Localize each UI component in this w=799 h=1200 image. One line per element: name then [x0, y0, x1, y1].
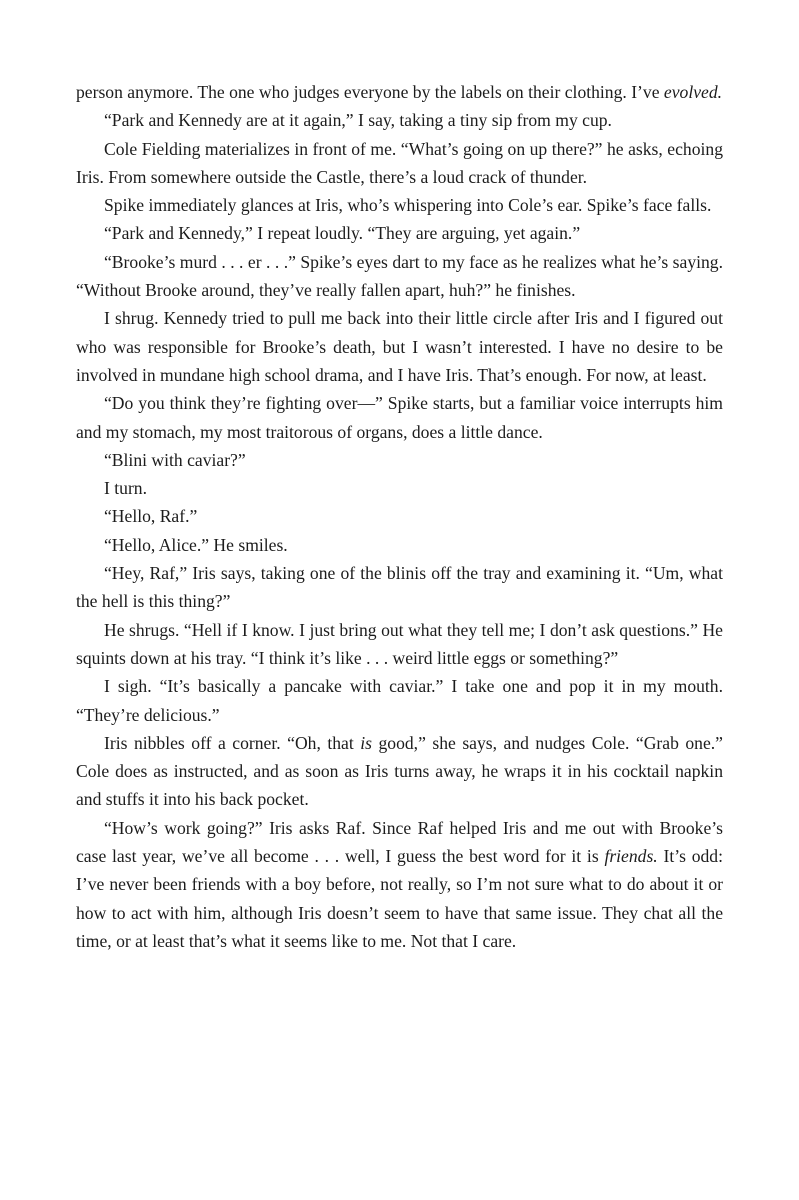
- paragraph: [76, 219, 723, 247]
- text-segment: It’s odd: I’ve never been friends with a boy before, not really, so I’m not sure what to do about it or how to act with him, although Iris doesn’t seem to have that same issue. They chat all the time, or at least that’s what it seems like to me. Not that I care.: [76, 846, 723, 951]
- paragraph: [76, 389, 723, 446]
- text-segment: Spike immediately glances at Iris, who’s whispering into Cole’s ear. Spike’s face falls.: [104, 195, 712, 216]
- book-page-text: [76, 78, 723, 955]
- paragraph: [76, 502, 723, 530]
- text-segment: good,” she says, and nudges Cole. “Grab one.” Cole does as instructed, and as soon as Iris turns away, he wraps it in his cocktail napkin and stuffs it into his back pocket.: [76, 732, 723, 810]
- text-segment: “Park and Kennedy are at it again,” I say, taking a tiny sip from my cup.: [104, 110, 612, 131]
- paragraph: [76, 559, 723, 616]
- italic-text: is: [360, 732, 372, 753]
- text-segment: Cole Fielding materializes in front of me. “What’s going on up there?” he asks, echoing Iris. From somewhere outside the Castle, there’s a loud crack of thunder.: [76, 138, 723, 187]
- text-segment: I turn.: [104, 478, 147, 499]
- paragraph: [76, 729, 723, 814]
- paragraph: [76, 672, 723, 729]
- italic-text: evolved.: [663, 82, 723, 102]
- paragraph: [76, 304, 723, 389]
- text-segment: I shrug. Kennedy tried to pull me back into their little circle after Iris and I figured out who was responsible for Brooke’s death, but I wasn’t interested. I have no desire to be involved in mundane high school drama, and I have Iris. That’s enough. For now, at least.: [76, 308, 723, 385]
- paragraph: [76, 531, 723, 559]
- paragraph: [76, 616, 723, 673]
- paragraph: [76, 78, 723, 106]
- text-segment: Iris nibbles off a corner. “Oh, that: [104, 732, 361, 753]
- paragraph: [76, 135, 723, 192]
- text-segment: He shrugs. “Hell if I know. I just bring out what they tell me; I don’t ask questions.” He squints down at his tray. “I think it’s like . . . weird little eggs or something?”: [76, 619, 723, 668]
- text-segment: “Blini with caviar?”: [104, 449, 246, 470]
- text-segment: “Hello, Raf.”: [104, 506, 198, 527]
- text-segment: “Park and Kennedy,” I repeat loudly. “They are arguing, yet again.”: [104, 223, 581, 244]
- paragraph: [76, 474, 723, 502]
- text-segment: “Hey, Raf,” Iris says, taking one of the blinis off the tray and examining it. “Um, what the hell is this thing?”: [76, 563, 723, 612]
- text-segment: “How’s work going?” Iris asks Raf. Since Raf helped Iris and me out with Brooke’s case last year, we’ve all become . . . well, I guess the best word for it is: [76, 817, 723, 867]
- italic-text: friends.: [604, 846, 658, 867]
- text-segment: “Do you think they’re fighting over—” Spike starts, but a familiar voice interrupts him and my stomach, my most traitorous of organs, does a little dance.: [76, 393, 723, 442]
- text-segment: “Brooke’s murd . . . er . . .” Spike’s eyes dart to my face as he realizes what he’s saying. “Without Brooke around, they’ve really fallen apart, huh?” he finishes.: [76, 251, 723, 301]
- text-segment: I sigh. “It’s basically a pancake with caviar.” I take one and pop it in my mouth. “They’re delicious.”: [76, 676, 723, 725]
- paragraph: [76, 106, 723, 134]
- paragraph: [76, 191, 723, 219]
- paragraph: [76, 248, 723, 305]
- text-segment: “Hello, Alice.” He smiles.: [104, 534, 288, 555]
- text-segment: person anymore. The one who judges everyone by the labels on their clothing. I’ve: [76, 82, 664, 102]
- paragraph: [76, 814, 723, 955]
- paragraph: [76, 446, 723, 474]
